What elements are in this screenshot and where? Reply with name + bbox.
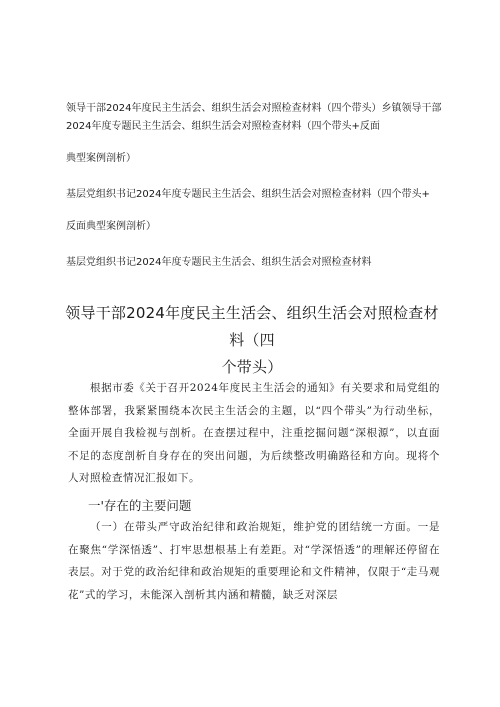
table-of-contents: [66, 100, 446, 290]
document-title-line-1: 领导干部2024年度民主生活会、组织生活会对照检查材料（四: [65, 304, 439, 349]
document-title-line-2: 个带头）: [221, 358, 283, 376]
intro-paragraph: 根据市委《关于召开2024年度民主生活会的通知》有关要求和局党组的整体部署，我紧紧围绕本次民主生活会的主题，以“四个带头”为行动坐标，全面开展自我检视与剖析。在查摆过程中，注重挖掘问题“深根源”，以直面不足的态度剖析自身存在的突出问题，为后续整改明确路径和方向。现将个人对照检查情况汇报如下。: [68, 382, 440, 484]
toc-entry-1[interactable]: 领导干部2024年度民主生活会、组织生活会对照检查材料（四个带头）乡镇领导干部2024年度专题民主生活会、组织生活会对照检查材料（四个带头+反面: [66, 103, 442, 132]
section-paragraph: （一）在带头严守政治纪律和政治规矩，维护党的团结统一方面。一是在聚焦“学深悟透”、打牢思想根基上有差距。对“学深悟透”的理解还停留在表层。对于党的政治纪律和政治规矩的重要理论和文件精神，仅限于“走马观花”式的学习，未能深入剖析其内涵和精髓，缺乏对深层: [68, 521, 440, 601]
toc-entry-3[interactable]: 基层党组织书记2024年度专题民主生活会、组织生活会对照检查材料: [66, 257, 372, 268]
toc-entry-2[interactable]: 基层党组织书记2024年度专题民主生活会、组织生活会对照检查材料（四个带头+: [66, 189, 430, 200]
document-title: [62, 300, 442, 381]
section-heading: 一'存在的主要问题: [88, 498, 192, 513]
toc-entry-2-continued[interactable]: 反面典型案例剖析）: [66, 221, 156, 232]
toc-entry-1-continued[interactable]: 典型案例剖析）: [66, 153, 136, 164]
